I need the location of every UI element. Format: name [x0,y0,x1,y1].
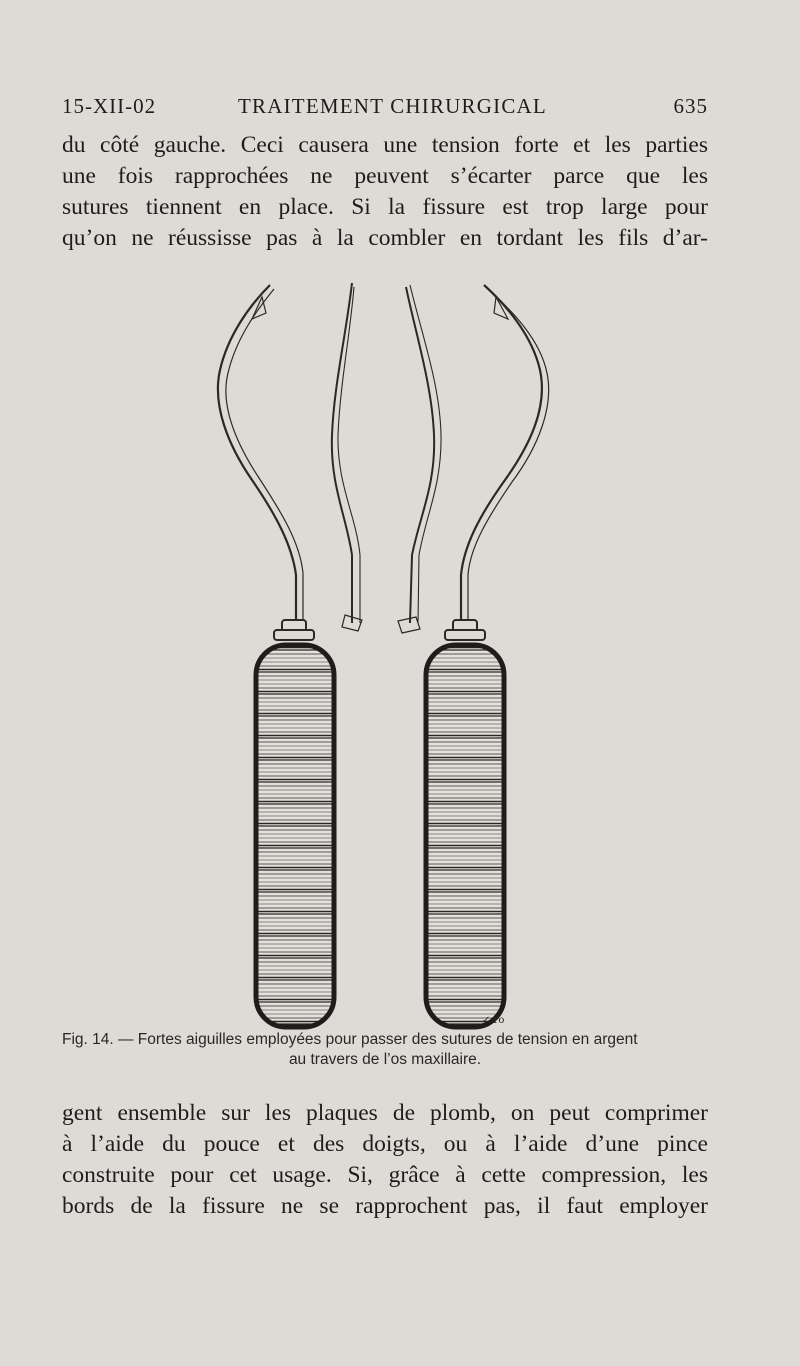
text-line: sutures tiennent en place. Si la fissure est trop large pour [62,194,708,220]
right-loose-needle [398,285,441,633]
caption-line-2: au travers de l’os maxillaire. [288,1051,482,1068]
caption-line-1: Fig. 14. — Fortes aiguilles employées pour passer des sutures de tension en argent [62,1031,638,1048]
page-number: 635 [673,94,708,118]
text-line: bords de la fissure ne se rapprochent pas, il faut employer [62,1193,708,1219]
engraver-mark: ✓ ro [482,1015,505,1026]
text-line: à l’aide du pouce et des doigts, ou à l’aide d’une pince [62,1131,708,1157]
header-date: 15-XII-02 [62,94,157,118]
right-curved-needle [461,285,549,620]
body-text-bottom [62,1098,708,1222]
left-handle [256,620,334,1027]
text-line: du côté gauche. Ceci causera une tension forte et les parties [62,132,708,158]
body-text-top [62,130,708,254]
left-curved-needle [218,285,303,620]
text-line: gent ensemble sur les plaques de plomb, on peut comprimer [62,1100,708,1126]
text-line: une fois rapprochées ne peuvent s’écarter parce que les [62,163,708,189]
left-loose-needle [332,283,362,631]
right-handle [426,620,504,1027]
figure-suture-needles [0,275,800,1035]
needles-illustration [0,275,800,1035]
text-line: construite pour cet usage. Si, grâce à cette compression, les [62,1162,708,1188]
running-head [62,94,708,124]
figure-caption [62,1030,708,1070]
header-title: TRAITEMENT CHIRURGICAL [238,94,547,118]
text-line: qu’on ne réussisse pas à la combler en tordant les fils d’ar- [62,225,708,251]
